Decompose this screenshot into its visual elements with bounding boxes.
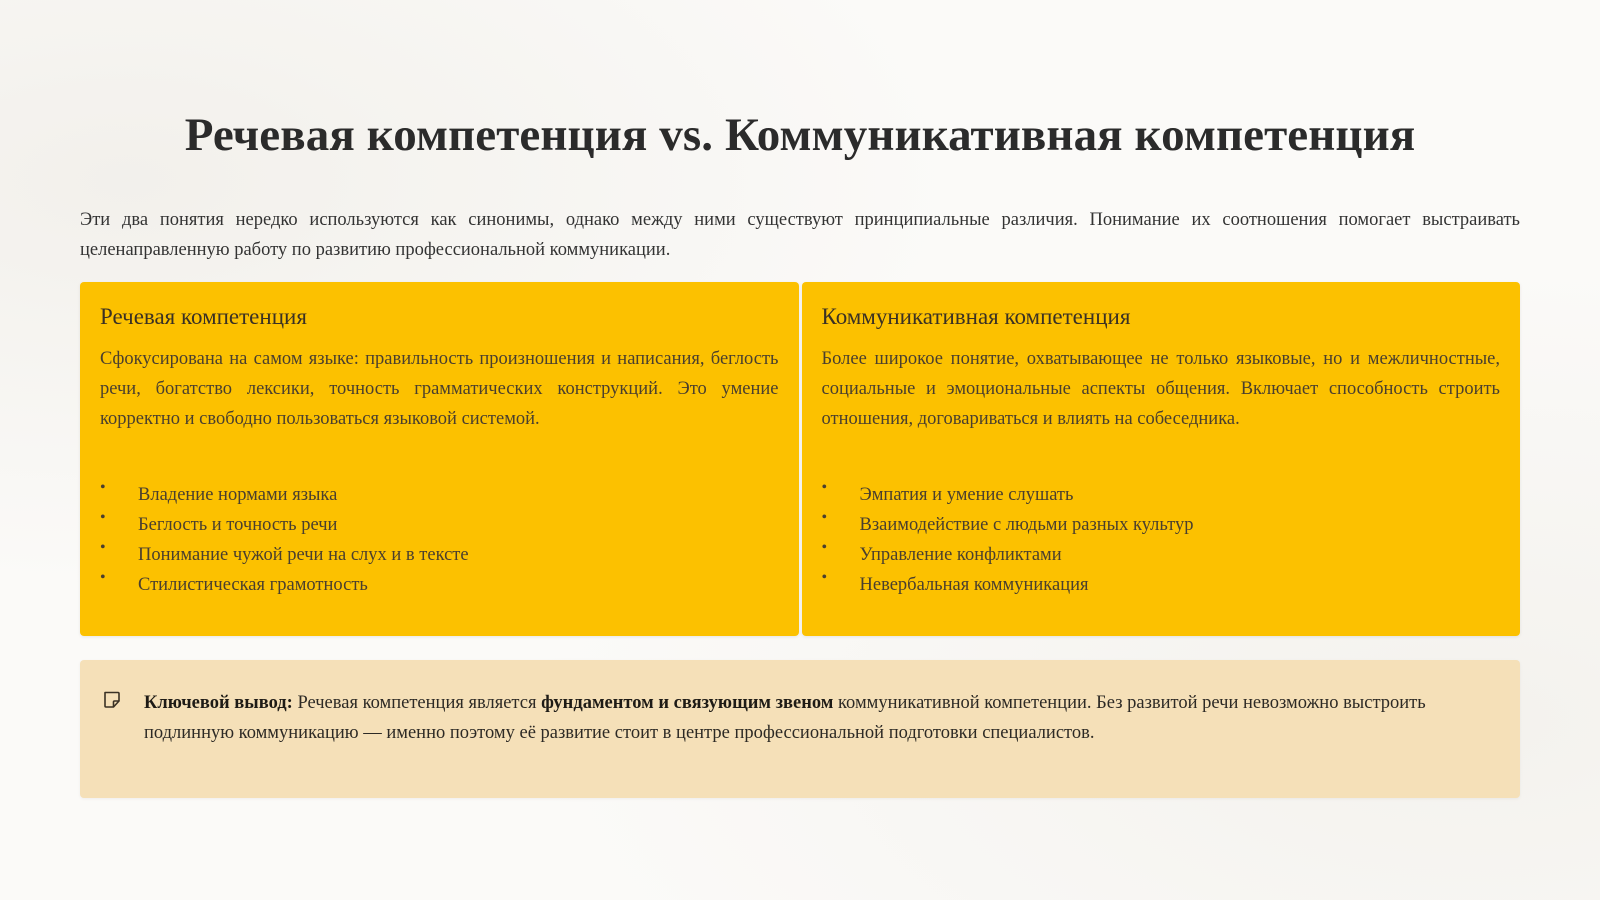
bullet-icon: •: [100, 539, 106, 556]
note-icon: [102, 690, 122, 710]
comparison-cards: [80, 282, 1520, 636]
list-item: [100, 480, 779, 510]
card-list: [100, 480, 779, 600]
bullet-icon: •: [821, 509, 828, 526]
list-item-label: Взаимодействие с людьми разных культур: [859, 515, 1194, 535]
list-item-label: Эмпатия и умение слушать: [859, 485, 1074, 505]
list-item: [100, 510, 779, 540]
list-item: [100, 570, 779, 600]
list-item: [822, 510, 1501, 540]
card-speech-competence: [80, 282, 799, 636]
conclusion-text: [144, 688, 1500, 748]
card-description: Сфокусирована на самом языке: правильность произношения и написания, беглость речи, богатство лексики, точность грамматических конструкций. Это умение корректно и свободно пользоваться языковой системой.: [100, 349, 779, 429]
bullet-icon: •: [821, 539, 828, 556]
intro-paragraph: Эти два понятия нередко используются как синонимы, однако между ними существуют принципиальные различия. Понимание их соотношения помогает выстраивать целенаправленную работу по развитию профессиональной коммуникации.: [80, 210, 1520, 260]
bullet-icon: •: [100, 569, 106, 586]
conclusion-part2: коммуникативной компетенции. Без развитой речи невозможно выстроить подлинную коммуникацию — именно поэтому её развитие стоит в центре профессиональной подготовки специалистов.: [144, 693, 1426, 743]
list-item-label: Владение нормами языка: [138, 485, 338, 505]
key-conclusion-box: [80, 660, 1520, 798]
page-title: Речевая компетенция vs. Коммуникативная компетенция: [184, 109, 1416, 161]
conclusion-part1: Речевая компетенция является: [292, 693, 542, 713]
list-item-label: Невербальная коммуникация: [859, 575, 1089, 595]
bullet-icon: •: [821, 479, 828, 496]
conclusion-emphasis: фундаментом и связующим звеном: [541, 693, 834, 713]
conclusion-label: Ключевой вывод:: [144, 693, 293, 713]
list-item: [822, 480, 1501, 510]
card-list: [822, 480, 1501, 600]
card-description: Более широкое понятие, охватывающее не только языковые, но и межличностные, социальные и эмоциональные аспекты общения. Включает способность строить отношения, договариваться и влиять на собеседника.: [821, 349, 1500, 429]
list-item-label: Стилистическая грамотность: [138, 575, 368, 595]
card-title: Речевая компетенция: [100, 304, 307, 329]
bullet-icon: •: [100, 509, 106, 526]
bullet-icon: •: [821, 569, 828, 586]
bullet-icon: •: [100, 479, 106, 496]
list-item: [822, 540, 1501, 570]
list-item-label: Управление конфликтами: [859, 545, 1062, 565]
list-item: [822, 570, 1501, 600]
list-item: [100, 540, 779, 570]
list-item-label: Беглость и точность речи: [138, 515, 338, 535]
card-title: Коммуникативная компетенция: [821, 304, 1131, 329]
card-communicative-competence: [802, 282, 1521, 636]
list-item-label: Понимание чужой речи на слух и в тексте: [138, 545, 469, 565]
